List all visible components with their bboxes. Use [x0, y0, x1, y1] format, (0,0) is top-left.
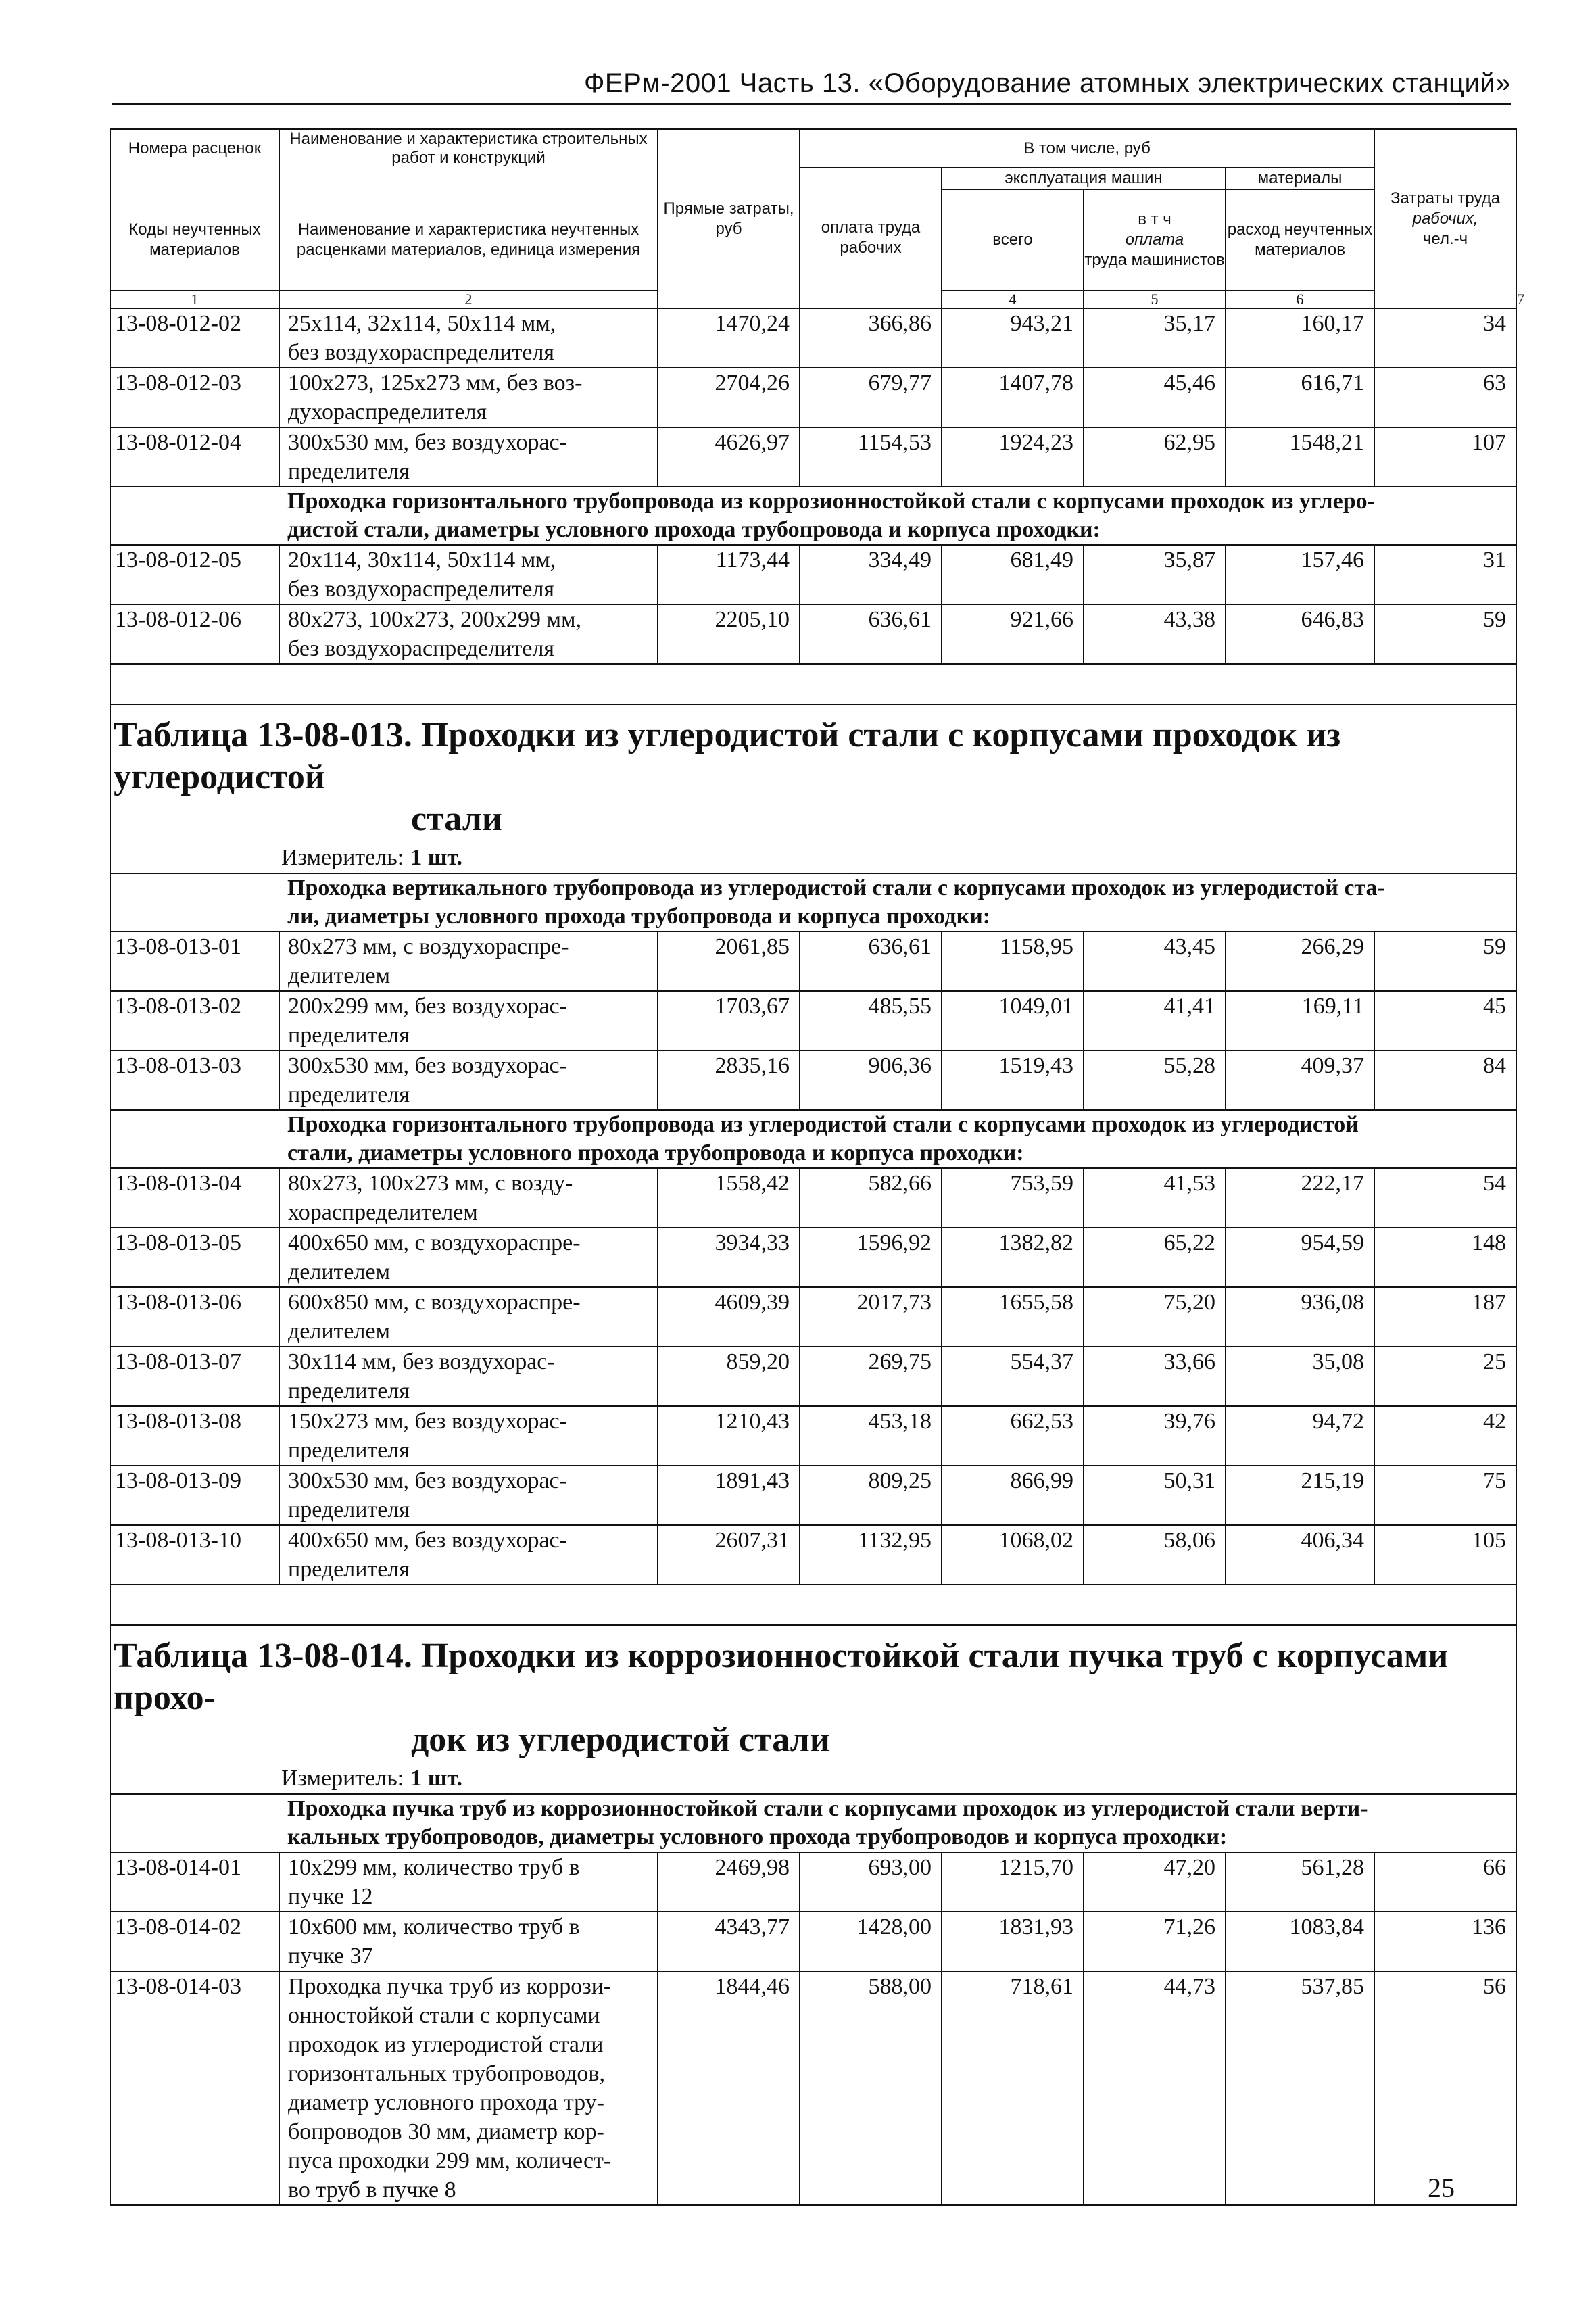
- machinist-pay-value: 43,38: [1084, 604, 1226, 664]
- machinist-pay-value: 33,66: [1084, 1347, 1226, 1406]
- section-heading: [279, 487, 1516, 545]
- labor-pay-value: 809,25: [800, 1466, 942, 1525]
- table-row: [110, 1287, 1516, 1347]
- description-line: во труб в пучке 8: [288, 2177, 456, 2202]
- rate-code: 13-08-013-04: [110, 1168, 279, 1228]
- direct-cost-value: 859,20: [658, 1347, 800, 1406]
- machines-total-value: 1158,95: [942, 932, 1084, 991]
- table-row: [110, 1406, 1516, 1466]
- machinist-pay-value: 58,06: [1084, 1525, 1226, 1585]
- labor-hours-value: 66: [1374, 1852, 1516, 1912]
- table-row: [110, 1971, 1516, 2205]
- labor-pay-value: 269,75: [800, 1347, 942, 1406]
- header-col1-top: Номера расценок: [110, 129, 279, 168]
- description-line: 300x530 мм, без воздухорас-: [288, 430, 567, 455]
- machines-total-value: 1831,93: [942, 1912, 1084, 1971]
- rate-code: 13-08-014-02: [110, 1912, 279, 1971]
- description-line: 300x530 мм, без воздухорас-: [288, 1468, 567, 1493]
- rate-code: 13-08-013-07: [110, 1347, 279, 1406]
- rate-code: 13-08-013-05: [110, 1228, 279, 1287]
- labor-hours-value: 187: [1374, 1287, 1516, 1347]
- labor-hours-value: 107: [1374, 427, 1516, 487]
- work-description: [279, 1466, 658, 1525]
- description-line: пределителя: [288, 1023, 410, 1048]
- rate-code: 13-08-012-02: [110, 308, 279, 368]
- work-description: [279, 368, 658, 427]
- labor-hours-value: 63: [1374, 368, 1516, 427]
- material-use-value: 409,37: [1226, 1051, 1374, 1110]
- labor-hours-value: 25: [1374, 1347, 1516, 1406]
- table-title-row: [110, 1625, 1516, 1794]
- rate-code: 13-08-014-03: [110, 1971, 279, 2205]
- header-including: В том числе, руб: [800, 129, 1374, 168]
- machines-total-value: 681,49: [942, 545, 1084, 604]
- material-use-value: 160,17: [1226, 308, 1374, 368]
- direct-cost-value: 1703,67: [658, 991, 800, 1051]
- header-num-5: 5: [1084, 291, 1226, 308]
- labor-pay-value: 679,77: [800, 368, 942, 427]
- material-use-value: 169,11: [1226, 991, 1374, 1051]
- measurement-value: 1 шт.: [410, 1766, 463, 1791]
- material-use-value: 222,17: [1226, 1168, 1374, 1228]
- description-line: делителем: [288, 1259, 391, 1284]
- description-line: пучке 37: [288, 1944, 373, 1969]
- machinist-pay-value: 75,20: [1084, 1287, 1226, 1347]
- description-line: онностойкой стали с корпусами: [288, 2003, 600, 2028]
- machines-total-value: 1382,82: [942, 1228, 1084, 1287]
- machines-total-value: 662,53: [942, 1406, 1084, 1466]
- material-use-value: 94,72: [1226, 1406, 1374, 1466]
- description-line: пределителя: [288, 1082, 410, 1107]
- table-row: [110, 368, 1516, 427]
- machinist-pay-value: 35,17: [1084, 308, 1226, 368]
- labor-pay-value: 1596,92: [800, 1228, 942, 1287]
- header-direct-cost: Прямые затраты, руб: [658, 129, 800, 308]
- direct-cost-value: 4343,77: [658, 1912, 800, 1971]
- material-use-value: 616,71: [1226, 368, 1374, 427]
- header-col2-top: Наименование и характеристика строительных работ и конструкций: [279, 129, 658, 168]
- section-heading-row: [110, 1110, 1516, 1168]
- work-description: [279, 1912, 658, 1971]
- work-description: [279, 1852, 658, 1912]
- machinist-pay-value: 47,20: [1084, 1852, 1226, 1912]
- work-description: [279, 1168, 658, 1228]
- direct-cost-value: 4626,97: [658, 427, 800, 487]
- labor-hours-value: 31: [1374, 545, 1516, 604]
- measurement-label: Измеритель:: [281, 845, 404, 870]
- description-line: 600x850 мм, с воздухораспре-: [288, 1290, 581, 1315]
- description-line: проходок из углеродистой стали: [288, 2032, 604, 2057]
- direct-cost-value: 2061,85: [658, 932, 800, 991]
- description-line: духораспределителя: [288, 400, 487, 425]
- header-num-6: 6: [1226, 291, 1374, 308]
- description-line: хораспределителем: [288, 1200, 478, 1225]
- labor-hours-value: 59: [1374, 604, 1516, 664]
- section-heading-row: [110, 487, 1516, 545]
- machinist-pay-value: 39,76: [1084, 1406, 1226, 1466]
- description-line: 10x299 мм, количество труб в: [288, 1855, 580, 1880]
- machines-total-value: 718,61: [942, 1971, 1084, 2205]
- material-use-value: 266,29: [1226, 932, 1374, 991]
- section-heading-line: Проходка вертикального трубопровода из углеродистой стали с корпусами проходок из углеродистой ста-: [287, 875, 1385, 900]
- table-row: [110, 1912, 1516, 1971]
- description-line: пределителя: [288, 1438, 410, 1463]
- running-title: ФЕРм-2001 Часть 13. «Оборудование атомных электрических станций»: [583, 68, 1511, 98]
- table-title-line: стали: [411, 800, 502, 838]
- description-line: 400x650 мм, с воздухораспре-: [288, 1230, 581, 1255]
- page-header: [112, 62, 1511, 105]
- table-row: [110, 545, 1516, 604]
- work-description: [279, 545, 658, 604]
- direct-cost-value: 2205,10: [658, 604, 800, 664]
- table-row: [110, 604, 1516, 664]
- work-description: [279, 308, 658, 368]
- header-machinist-pay: в т ч оплата труда машинистов: [1084, 189, 1226, 291]
- description-line: делителем: [288, 1319, 391, 1344]
- rate-code: 13-08-013-02: [110, 991, 279, 1051]
- material-use-value: 1548,21: [1226, 427, 1374, 487]
- machinist-pay-value: 41,53: [1084, 1168, 1226, 1228]
- rate-code: 13-08-013-06: [110, 1287, 279, 1347]
- direct-cost-value: 3934,33: [658, 1228, 800, 1287]
- description-line: 80x273, 100x273, 200x299 мм,: [288, 607, 582, 632]
- header-materials: материалы: [1226, 168, 1374, 189]
- machinist-pay-value: 45,46: [1084, 368, 1226, 427]
- rate-code: 13-08-014-01: [110, 1852, 279, 1912]
- machines-total-value: 1924,23: [942, 427, 1084, 487]
- description-line: 80x273, 100x273 мм, с возду-: [288, 1171, 573, 1196]
- description-line: делителем: [288, 963, 391, 988]
- material-use-value: 1083,84: [1226, 1912, 1374, 1971]
- labor-pay-value: 1132,95: [800, 1525, 942, 1585]
- direct-cost-value: 1558,42: [658, 1168, 800, 1228]
- machinist-pay-value: 50,31: [1084, 1466, 1226, 1525]
- material-use-value: 157,46: [1226, 545, 1374, 604]
- table-title: [114, 1635, 1516, 1761]
- work-description: [279, 1347, 658, 1406]
- labor-pay-value: 588,00: [800, 1971, 942, 2205]
- machines-total-value: 554,37: [942, 1347, 1084, 1406]
- labor-hours-value: 136: [1374, 1912, 1516, 1971]
- section-heading-line: Проходка пучка труб из коррозионностойкой стали с корпусами проходок из углеродистой стали верти-: [287, 1796, 1368, 1821]
- labor-hours-value: 75: [1374, 1466, 1516, 1525]
- description-line: пучке 12: [288, 1884, 373, 1909]
- labor-pay-value: 582,66: [800, 1168, 942, 1228]
- labor-hours-value: 105: [1374, 1525, 1516, 1585]
- header-num-4: 4: [942, 291, 1084, 308]
- work-description: [279, 427, 658, 487]
- description-line: пределителя: [288, 459, 410, 484]
- direct-cost-value: 4609,39: [658, 1287, 800, 1347]
- document-table-frame: [110, 128, 1525, 2202]
- labor-pay-value: 334,49: [800, 545, 942, 604]
- description-line: без воздухораспределителя: [288, 636, 555, 661]
- work-description: [279, 1228, 658, 1287]
- section-heading-line: кальных трубопроводов, диаметры условного прохода трубопроводов и корпуса проходки:: [287, 1825, 1228, 1850]
- labor-pay-value: 693,00: [800, 1852, 942, 1912]
- machinist-pay-value: 71,26: [1084, 1912, 1226, 1971]
- rate-code: 13-08-012-03: [110, 368, 279, 427]
- work-description: [279, 1971, 658, 2205]
- rate-code: 13-08-013-10: [110, 1525, 279, 1585]
- labor-pay-value: 366,86: [800, 308, 942, 368]
- rate-code: 13-08-013-09: [110, 1466, 279, 1525]
- description-line: бопроводов 30 мм, диаметр кор-: [288, 2119, 604, 2144]
- work-description: [279, 991, 658, 1051]
- labor-hours-value: 54: [1374, 1168, 1516, 1228]
- table-title-line: док из углеродистой стали: [411, 1720, 830, 1759]
- header-num-2: 2: [279, 291, 658, 308]
- measurement-unit: [114, 843, 1516, 873]
- work-description: [279, 1051, 658, 1110]
- rate-code: 13-08-013-08: [110, 1406, 279, 1466]
- measurement-label: Измеритель:: [281, 1766, 404, 1791]
- header-machines: эксплуатация машин: [942, 168, 1226, 189]
- labor-hours-value: 56: [1374, 1971, 1516, 2205]
- page-number: 25: [1428, 2173, 1455, 2203]
- description-line: 200x299 мм, без воздухорас-: [288, 994, 567, 1019]
- table-row: [110, 1525, 1516, 1585]
- direct-cost-value: 1891,43: [658, 1466, 800, 1525]
- description-line: пределителя: [288, 1497, 410, 1522]
- machines-total-value: 1068,02: [942, 1525, 1084, 1585]
- description-line: без воздухораспределителя: [288, 340, 555, 365]
- description-line: 30x114 мм, без воздухорас-: [288, 1349, 555, 1374]
- material-use-value: 406,34: [1226, 1525, 1374, 1585]
- header-labor-pay: оплата труда рабочих: [800, 168, 942, 308]
- description-line: пределителя: [288, 1557, 410, 1582]
- direct-cost-value: 2607,31: [658, 1525, 800, 1585]
- labor-hours-value: 42: [1374, 1406, 1516, 1466]
- table-body: [110, 308, 1516, 2205]
- price-table: Номера расценок Наименование и характеристика строительных работ и конструкций Прямые затраты, руб В том числе, руб Затраты труда рабочих, чел.-ч оплата труда рабочих эксплуатация машин материалы Коды неучтенных материалов Наименование и характеристика неучтенных расценками материалов, единица измерения всего в т ч оплата труда машинистов расход неучтенных материалов 1 2 4 5 6 7 13-08-012-02 25x114, 32x114, 50x114 мм, без воздухораспределителя 1470,24 366,86 943,21 35,17 160,17 34 13-08-012-03 100x273, 125x273 мм, без воз- духораспределителя 2704,26 679,77 1407,78 45,46 616,71 63 13-08-012-04 300x530 мм, без воздухорас- пределителя 4626,97 1154,53 1924,23 62,95 1548,21 107 Проходка горизонтального трубопровода из коррозионностойкой стали с корпусами проходок из углеро- дистой стали, диаметры условного прохода трубопровода и корпуса проходки: 13-08-012-05 20x114, 30x114, 50x114 мм, без воздухораспределителя 1173,44 334,49 681,49 35,87 157,46 31 13-08-012-06 80x273, 100x273, 200x299 мм, без воздухораспределителя 2205,10 636,61 921,66 43,38 646,83 59 Таблица 13-08-013. Проходки из углеродистой стали с корпусами проходок из углеродистой стали Измеритель: 1 шт. Проходка вертикального трубопровода из углеродистой стали с корпусами проходок из углеродистой ста- ли, диаметры условного прохода трубопровода и корпуса проходки: 13-08-013-01 80x273 мм, с воздухораспре- делителем 2061,85 636,61 1158,95 43,45 266,29 59 13-08-013-02 200x299 мм, без воздухорас- пределителя 1703,67 485,55 1049,01 41,41 169,11 45 13-08-013-03 300x530 мм, без воздухорас- пределителя 2835,16 906,36 1519,43 55,28 409,37 84 Проходка горизонтального трубопровода из углеродистой стали с корпусами проходок из углеродистой стали, диаметры условного прохода трубопровода и корпуса проходки: 13-08-013-04 80x273, 100x273 мм, с возду- хораспределителем 1558,42 582,66 753,59 41,53 222,17 54 13-08-013-05 400x650 мм, с воздухораспре- делителем 3934,33 1596,92 1382,82 65,22 954,59 148 13-08-013-06 600x850 мм, с воздухораспре- делителем 4609,39 2017,73 1655,58 75,20 936,08 187 13-08-013-07 30x114 мм, без воздухорас- пределителя 859,20 269,75 554,37 33,66 35,08 25 13-08-013-08 150x273 мм, без воздухорас- пределителя 1210,43 453,18 662,53 39,76 94,72 42 13-08-013-09 300x530 мм, без воздухорас- пределителя 1891,43 809,25 866,99 50,31 215,19 75 13-08-013-10 400x650 мм, без воздухорас- пределителя 2607,31 1132,95 1068,02 58,06 406,34 105 Таблица 13-08-014. Проходки из коррозионностойкой стали пучка труб с корпусами прохо- док из углеродистой стали Измеритель: 1 шт. Проходка пучка труб из коррозионностойкой стали с корпусами проходок из углеродистой стали верти- кальных трубопроводов, диаметры условного прохода трубопроводов и корпуса проходки: 13-08-014-01 10x299 мм, количество труб в пучке 12 2469,98 693,00 1215,70 47,20 561,28 66 13-08-014-02 10x600 мм, количество труб в пучке 37 4343,77 1428,00 1831,93 71,26 1083,84 136 13-08-014-03 Проходка пучка труб из коррози- онностойкой стали с корпусами проходок из углеродистой стали горизонтальных трубопроводов, диаметр условного прохода тру- бопроводов 30 мм, диаметр кор- пуса проходки 299 мм, количест- во труб в пучке 8 1844,46 588,00 718,61 44,73 537,85 56: [110, 128, 1517, 2206]
- machinist-pay-value: 43,45: [1084, 932, 1226, 991]
- machines-total-value: 1655,58: [942, 1287, 1084, 1347]
- material-use-value: 215,19: [1226, 1466, 1374, 1525]
- rate-code: 13-08-012-04: [110, 427, 279, 487]
- description-line: 20x114, 30x114, 50x114 мм,: [288, 548, 556, 573]
- table-title-line: Таблица 13-08-013. Проходки из углеродистой стали с корпусами проходок из углеродистой: [114, 716, 1341, 796]
- section-heading-line: стали, диаметры условного прохода трубопровода и корпуса проходки:: [287, 1140, 1024, 1165]
- header-num-1: 1: [110, 291, 279, 308]
- direct-cost-value: 2835,16: [658, 1051, 800, 1110]
- direct-cost-value: 1470,24: [658, 308, 800, 368]
- spacer-row: [110, 1585, 1516, 1625]
- table-row: [110, 308, 1516, 368]
- machinist-pay-value: 62,95: [1084, 427, 1226, 487]
- table-row: [110, 1051, 1516, 1110]
- labor-pay-value: 906,36: [800, 1051, 942, 1110]
- header-col2-bottom: Наименование и характеристика неучтенных расценками материалов, единица измерения: [279, 189, 658, 291]
- labor-pay-value: 636,61: [800, 932, 942, 991]
- rate-code: 13-08-012-06: [110, 604, 279, 664]
- description-line: 100x273, 125x273 мм, без воз-: [288, 370, 583, 395]
- work-description: [279, 932, 658, 991]
- material-use-value: 561,28: [1226, 1852, 1374, 1912]
- rate-code: 13-08-012-05: [110, 545, 279, 604]
- section-heading-row: [110, 1794, 1516, 1852]
- header-labor-cost: Затраты труда рабочих, чел.-ч: [1374, 129, 1516, 308]
- direct-cost-value: 1210,43: [658, 1406, 800, 1466]
- table-row: [110, 1466, 1516, 1525]
- measurement-unit: [114, 1764, 1516, 1793]
- labor-pay-value: 2017,73: [800, 1287, 942, 1347]
- labor-pay-value: 1428,00: [800, 1912, 942, 1971]
- description-line: 300x530 мм, без воздухорас-: [288, 1053, 567, 1078]
- direct-cost-value: 1173,44: [658, 545, 800, 604]
- description-line: диаметр условного прохода тру-: [288, 2090, 604, 2115]
- description-line: 25x114, 32x114, 50x114 мм,: [288, 311, 556, 336]
- section-heading: [279, 873, 1516, 932]
- table-row: [110, 427, 1516, 487]
- material-use-value: 954,59: [1226, 1228, 1374, 1287]
- material-use-value: 35,08: [1226, 1347, 1374, 1406]
- direct-cost-value: 2704,26: [658, 368, 800, 427]
- material-use-value: 537,85: [1226, 1971, 1374, 2205]
- section-heading-line: дистой стали, диаметры условного прохода трубопровода и корпуса проходки:: [287, 517, 1101, 542]
- labor-hours-value: 148: [1374, 1228, 1516, 1287]
- direct-cost-value: 2469,98: [658, 1852, 800, 1912]
- machinist-pay-value: 65,22: [1084, 1228, 1226, 1287]
- material-use-value: 936,08: [1226, 1287, 1374, 1347]
- description-line: пуса проходки 299 мм, количест-: [288, 2148, 612, 2173]
- machines-total-value: 1519,43: [942, 1051, 1084, 1110]
- table-row: [110, 1168, 1516, 1228]
- description-line: без воздухораспределителя: [288, 577, 555, 602]
- machinist-pay-value: 35,87: [1084, 545, 1226, 604]
- table-title-row: [110, 704, 1516, 873]
- material-use-value: 646,83: [1226, 604, 1374, 664]
- machines-total-value: 1049,01: [942, 991, 1084, 1051]
- section-heading-row: [110, 873, 1516, 932]
- description-line: Проходка пучка труб из коррози-: [288, 1974, 612, 1999]
- description-line: 10x600 мм, количество труб в: [288, 1914, 580, 1939]
- section-heading: [279, 1110, 1516, 1168]
- labor-pay-value: 453,18: [800, 1406, 942, 1466]
- labor-pay-value: 485,55: [800, 991, 942, 1051]
- description-line: горизонтальных трубопроводов,: [288, 2061, 605, 2086]
- direct-cost-value: 1844,46: [658, 1971, 800, 2205]
- description-line: 150x273 мм, без воздухорас-: [288, 1409, 567, 1434]
- labor-pay-value: 636,61: [800, 604, 942, 664]
- description-line: пределителя: [288, 1378, 410, 1403]
- work-description: [279, 1287, 658, 1347]
- table-row: [110, 1347, 1516, 1406]
- section-heading: [279, 1794, 1516, 1852]
- table-row: [110, 991, 1516, 1051]
- table-row: [110, 1852, 1516, 1912]
- rate-code: 13-08-013-01: [110, 932, 279, 991]
- table-row: [110, 932, 1516, 991]
- labor-hours-value: 34: [1374, 308, 1516, 368]
- table-title-line: Таблица 13-08-014. Проходки из коррозионностойкой стали пучка труб с корпусами прохо-: [114, 1637, 1449, 1717]
- labor-hours-value: 84: [1374, 1051, 1516, 1110]
- section-heading-line: ли, диаметры условного прохода трубопровода и корпуса проходки:: [287, 904, 991, 929]
- labor-pay-value: 1154,53: [800, 427, 942, 487]
- machinist-pay-value: 41,41: [1084, 991, 1226, 1051]
- rate-code: 13-08-013-03: [110, 1051, 279, 1110]
- machinist-pay-value: 55,28: [1084, 1051, 1226, 1110]
- description-line: 80x273 мм, с воздухораспре-: [288, 934, 569, 959]
- table-title: [114, 715, 1516, 840]
- measurement-value: 1 шт.: [410, 845, 463, 870]
- labor-hours-value: 45: [1374, 991, 1516, 1051]
- table-row: [110, 1228, 1516, 1287]
- header-material-use: расход неучтенных материалов: [1226, 189, 1374, 291]
- machines-total-value: 866,99: [942, 1466, 1084, 1525]
- spacer-row: [110, 664, 1516, 704]
- header-col1-bottom: Коды неучтенных материалов: [110, 189, 279, 291]
- machines-total-value: 943,21: [942, 308, 1084, 368]
- work-description: [279, 1406, 658, 1466]
- section-heading-line: Проходка горизонтального трубопровода из коррозионностойкой стали с корпусами проходок из углеро-: [287, 489, 1375, 514]
- machines-total-value: 921,66: [942, 604, 1084, 664]
- section-heading-line: Проходка горизонтального трубопровода из углеродистой стали с корпусами проходок из углеродистой: [287, 1112, 1359, 1137]
- machinist-pay-value: 44,73: [1084, 1971, 1226, 2205]
- labor-hours-value: 59: [1374, 932, 1516, 991]
- header-machines-total: всего: [942, 189, 1084, 291]
- machines-total-value: 1215,70: [942, 1852, 1084, 1912]
- description-line: 400x650 мм, без воздухорас-: [288, 1528, 567, 1553]
- work-description: [279, 604, 658, 664]
- machines-total-value: 1407,78: [942, 368, 1084, 427]
- machines-total-value: 753,59: [942, 1168, 1084, 1228]
- work-description: [279, 1525, 658, 1585]
